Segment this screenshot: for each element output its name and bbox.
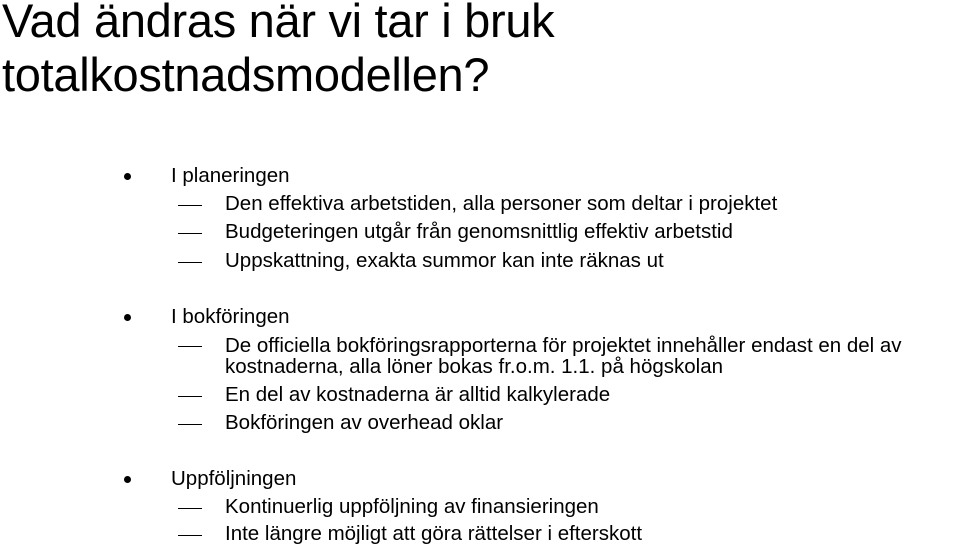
sub-item-text: Kontinuerlig uppföljning av finansieringen [225,495,599,518]
bullet-dot-icon [124,173,131,180]
sub-item-text: En del av kostnaderna är alltid kalkylerade [225,383,611,406]
dash-icon [178,233,202,234]
sub-item-text: Den effektiva arbetstiden, alla personer som deltar i projektet [225,192,778,215]
slide-title [2,0,554,102]
sub-item-text: Bokföringen av overhead oklar [225,411,504,434]
dash-icon [178,205,202,206]
dash-icon [178,424,202,425]
dash-icon [178,346,202,347]
dash-icon [178,262,202,263]
slide-title-line-2: totalkostnadsmodellen? [2,48,490,101]
sub-item-text: Uppskattning, exakta summor kan inte räknas ut [225,249,664,272]
bullet-label: I bokföringen [171,305,290,328]
dash-icon [178,508,202,509]
bullet-dot-icon [124,314,131,321]
slide-title-line-1: Vad ändras när vi tar i bruk [2,0,555,47]
sub-item-text: De officiella bokföringsrapporterna för projektet innehåller endast en del av kostnaderna, alla löner bokas fr.o.m. 1.1. på högskolan [225,334,902,378]
bullet-dot-icon [124,476,131,483]
dash-icon [178,535,202,536]
sub-item-text: Inte längre möjligt att göra rättelser i efterskott [225,522,643,545]
sub-item-text: Budgeteringen utgår från genomsnittlig effektiv arbetstid [225,220,733,243]
bullet-label: Uppföljningen [171,467,297,490]
dash-icon [178,396,202,397]
bullet-label: I planeringen [171,164,290,187]
